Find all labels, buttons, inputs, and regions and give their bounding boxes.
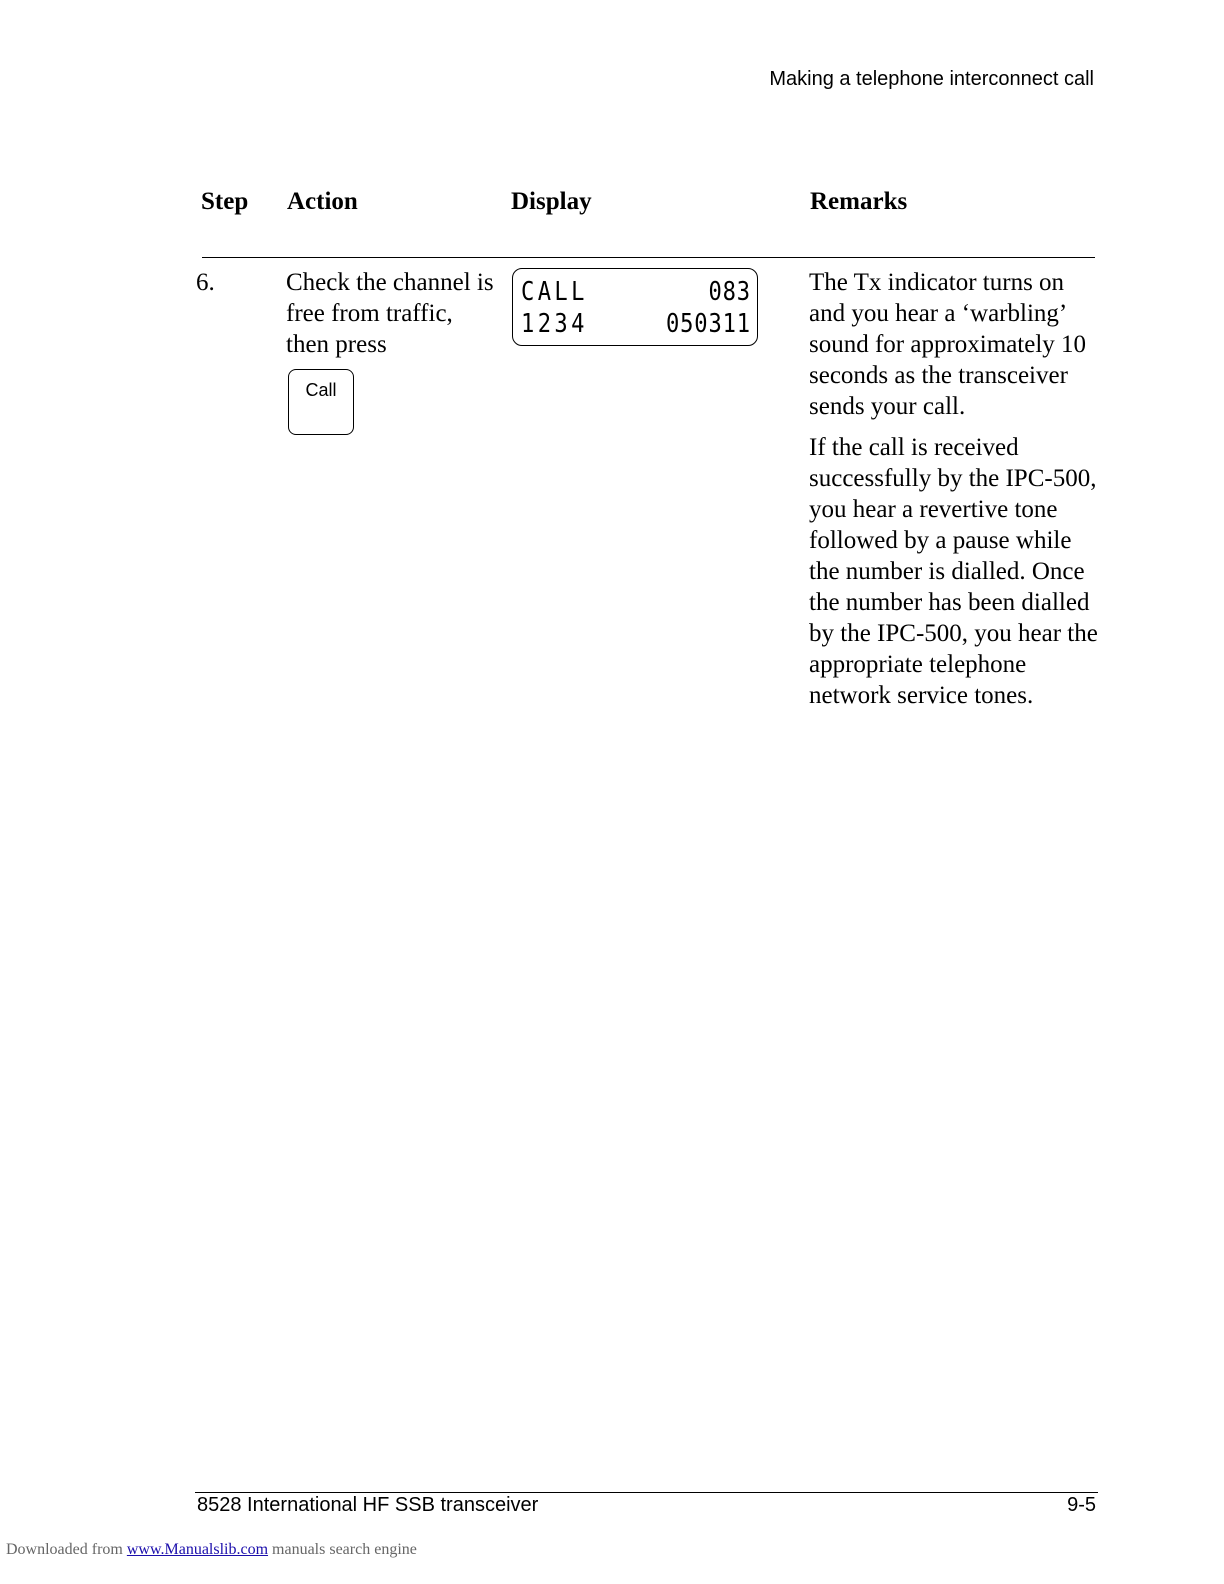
remarks-paragraph: The Tx indicator turns on and you hear a ‘warbling’ sound for approximately 10 seconds as the transceiver sends your call. [809,269,1087,420]
running-header: Making a telephone interconnect call [769,68,1094,90]
step-number: 6. [196,269,215,296]
column-header-action: Action [287,188,358,215]
column-header-remarks: Remarks [810,188,908,215]
download-note-suffix: manuals search engine [268,1541,417,1558]
lcd-mode-text: CALL [521,277,588,307]
step-remarks [809,267,1099,721]
download-note [6,1541,417,1559]
footer-page-number: 9-5 [1067,1494,1096,1516]
lcd-channel-number: 083 [708,277,751,307]
column-header-display: Display [511,188,592,215]
footer-rule [195,1492,1098,1493]
table-header-rule [202,257,1095,258]
step-action: Check the channel is free from traffic, then press [286,269,494,358]
download-note-prefix: Downloaded from [6,1541,127,1558]
lcd-display [512,268,758,346]
manualslib-link[interactable]: www.Manualslib.com [126,1541,269,1558]
lcd-phone-number: 050311 [666,309,751,339]
lcd-address: 1234 [521,309,588,339]
call-key-label: Call [305,380,337,400]
column-header-step: Step [201,188,249,215]
call-key-icon [288,369,354,435]
footer-product-name: 8528 International HF SSB transceiver [197,1494,539,1516]
remarks-paragraph: If the call is received successfully by the IPC-500, you hear a revertive tone followed by a pause while the number is dialled. Once the number has been dialled by the IPC-500, you hear the appropriate telephone network service tones. [809,434,1098,709]
